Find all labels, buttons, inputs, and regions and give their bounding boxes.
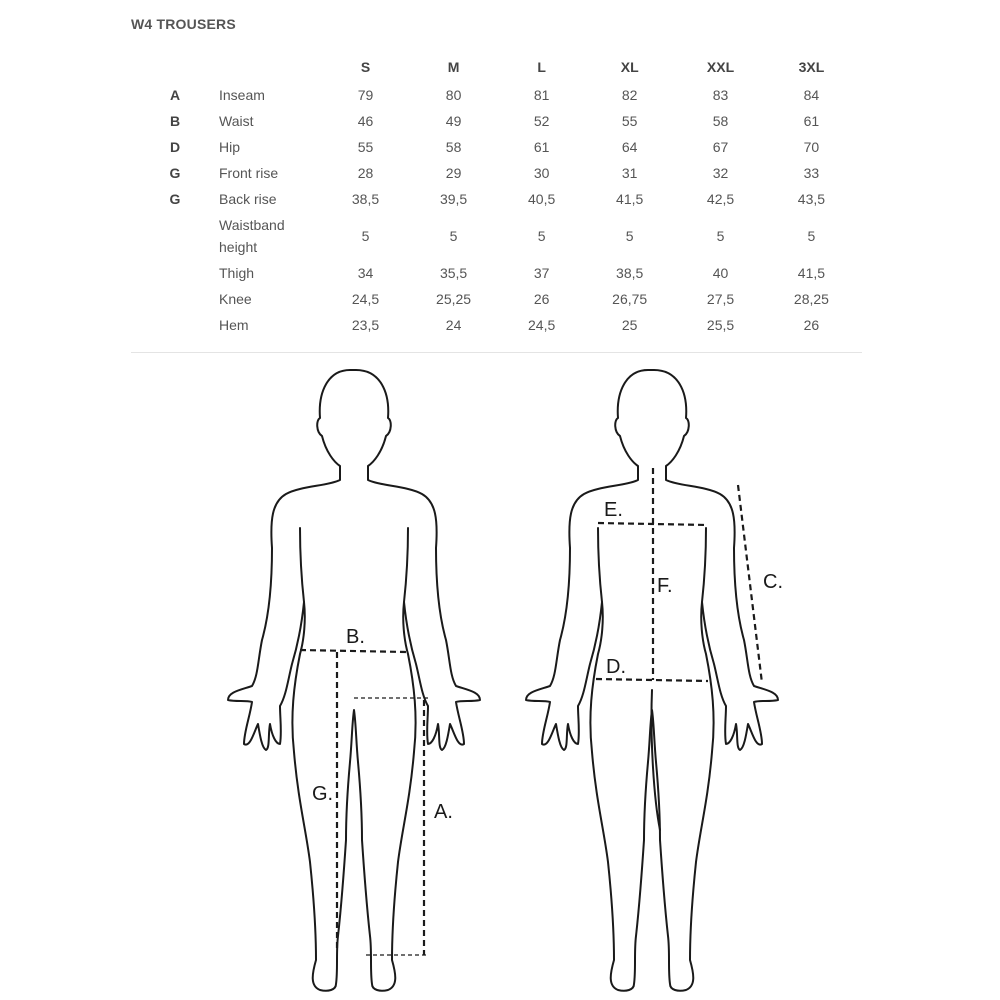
cell: 29 [445, 165, 462, 181]
header-size-s: S [360, 59, 371, 75]
front-waist-line [300, 650, 406, 652]
header-size-3xl: 3XL [798, 59, 825, 75]
cell: 38,5 [616, 265, 644, 281]
cell: 38,5 [351, 191, 380, 207]
cell: 84 [803, 87, 820, 103]
cell: 26,75 [612, 291, 648, 307]
cell: 46 [357, 113, 374, 129]
row-code: G [169, 191, 181, 207]
cell: 43,5 [797, 191, 826, 207]
cell: 67 [712, 139, 729, 155]
cell: 52 [533, 113, 550, 129]
front-arm-inner-right [404, 528, 408, 602]
cell: 55 [621, 113, 638, 129]
cell: 5 [625, 228, 634, 244]
row-label [219, 212, 327, 260]
back-body-figure [526, 370, 783, 991]
cell: 37 [533, 265, 550, 281]
row-label: Front rise [219, 165, 279, 181]
cell: 58 [445, 139, 462, 155]
row-label: Knee [219, 291, 252, 307]
row-code [131, 260, 219, 286]
cell: 58 [712, 113, 729, 129]
row-code: A [169, 87, 181, 103]
cell: 33 [803, 165, 820, 181]
cell: 80 [445, 87, 462, 103]
header-size-xl: XL [620, 59, 639, 75]
row-code [131, 312, 219, 338]
cell: 49 [445, 113, 462, 129]
table-header-row [131, 52, 861, 82]
label-f: F. [657, 575, 673, 597]
cell: 39,5 [439, 191, 468, 207]
cell: 27,5 [706, 291, 735, 307]
cell: 28 [357, 165, 374, 181]
measurement-diagram [0, 355, 1000, 1000]
cell: 70 [803, 139, 820, 155]
cell: 5 [537, 228, 546, 244]
front-body-outline [228, 370, 480, 991]
row-code: B [169, 113, 181, 129]
table-row [131, 312, 861, 338]
row-label: Thigh [219, 265, 255, 281]
label-g: G. [312, 783, 334, 805]
table-row [131, 212, 861, 260]
row-label: Back rise [219, 191, 277, 207]
row-label: Hem [219, 317, 249, 333]
back-arm-inner-left [598, 528, 602, 602]
table-row [131, 82, 861, 108]
header-size-m: M [447, 59, 460, 75]
cell: 61 [533, 139, 550, 155]
cell: 34 [357, 265, 374, 281]
row-label: Hip [219, 139, 241, 155]
section-divider [131, 352, 862, 353]
table-row [131, 286, 861, 312]
row-code [131, 286, 219, 312]
row-label-line1: Waistband [219, 217, 285, 233]
size-chart-table [131, 52, 861, 338]
table-row [131, 160, 861, 186]
cell: 64 [621, 139, 638, 155]
cell: 82 [621, 87, 638, 103]
table-row [131, 260, 861, 286]
cell: 83 [712, 87, 729, 103]
cell: 32 [712, 165, 729, 181]
row-label: Waist [219, 113, 254, 129]
row-code: G [169, 165, 181, 181]
cell: 24,5 [528, 317, 556, 333]
cell: 26 [803, 317, 820, 333]
cell: 5 [716, 228, 725, 244]
cell: 31 [621, 165, 638, 181]
front-body-figure [228, 370, 480, 991]
table-row [131, 134, 861, 160]
header-size-xxl: XXL [706, 59, 735, 75]
cell: 24 [445, 317, 462, 333]
cell: 5 [361, 228, 370, 244]
label-d: D. [606, 656, 626, 678]
label-e: E. [604, 499, 623, 521]
back-body-outline [526, 370, 778, 991]
back-arm-inner-right [702, 528, 706, 602]
page-title: W4 TROUSERS [131, 16, 236, 32]
label-c: C. [763, 571, 783, 593]
cell: 41,5 [797, 265, 826, 281]
cell: 41,5 [616, 191, 644, 207]
table-row [131, 186, 861, 212]
cell: 61 [803, 113, 820, 129]
cell: 25,5 [706, 317, 735, 333]
cell: 35,5 [439, 265, 468, 281]
header-code [131, 52, 219, 82]
row-label-line2: height [219, 239, 258, 255]
cell: 25,25 [436, 291, 472, 307]
label-a: A. [434, 801, 453, 823]
row-code [131, 212, 219, 260]
header-label [219, 52, 327, 82]
cell: 40,5 [528, 191, 556, 207]
row-label: Inseam [219, 87, 265, 103]
cell: 55 [357, 139, 374, 155]
cell: 79 [357, 87, 374, 103]
cell: 5 [807, 228, 816, 244]
front-arm-inner-left [300, 528, 304, 602]
label-b: B. [346, 626, 365, 648]
header-size-l: L [537, 59, 546, 75]
cell: 28,25 [793, 291, 829, 307]
cell: 23,5 [351, 317, 380, 333]
row-code: D [169, 139, 181, 155]
cell: 40 [712, 265, 729, 281]
cell: 26 [533, 291, 550, 307]
cell: 24,5 [351, 291, 380, 307]
table-row [131, 108, 861, 134]
cell: 25 [621, 317, 638, 333]
sleeve-line [738, 485, 762, 683]
cell: 5 [449, 228, 458, 244]
cell: 81 [533, 87, 550, 103]
cell: 42,5 [706, 191, 735, 207]
cell: 30 [533, 165, 550, 181]
